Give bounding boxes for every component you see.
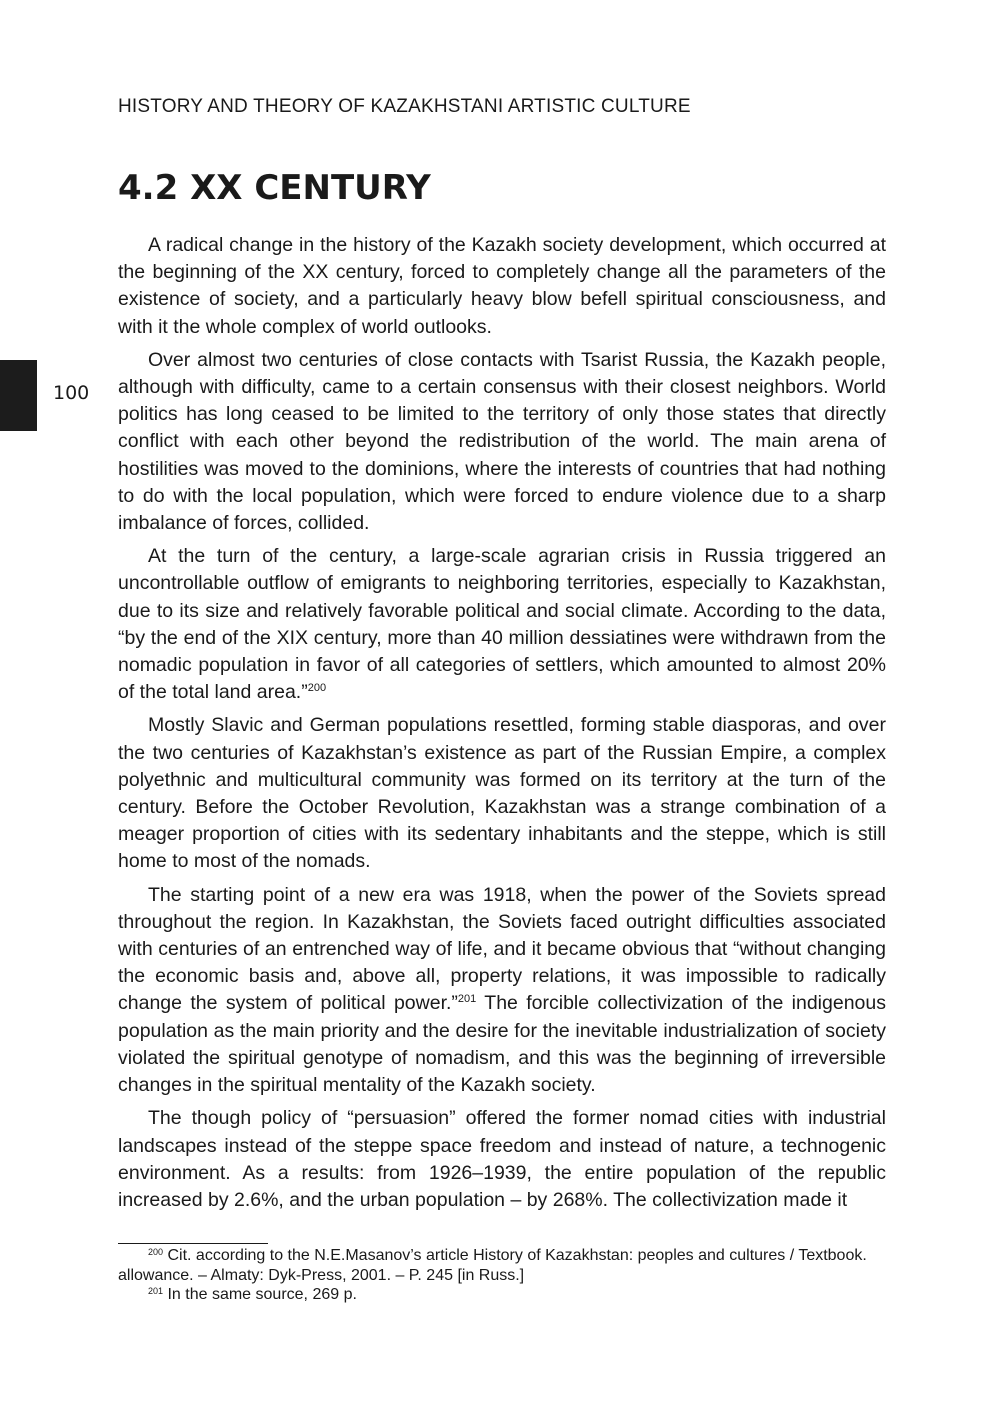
paragraph-text: A radical change in the history of the Kazakh society development, which occurred at the beginning of the XX century, forced to completely change all the parameters of the existence of society, and a particularly heavy blow befell spiritual consciousness, and with it the whole complex of world outlooks.	[118, 234, 886, 338]
footnote-mark: 201	[148, 1286, 164, 1296]
footnote-divider	[118, 1243, 268, 1244]
paragraph	[118, 1105, 886, 1214]
paragraph-text: At the turn of the century, a large-scale agrarian crisis in Russia triggered an uncontrollable outflow of emigrants to neighboring territories, especially to Kazakhstan, due to its size and relatively favorable political and social climate. According to the data, “by the end of the XIX century, more than 40 million dessiatines were withdrawn from the nomadic population in favor of all categories of settlers, which amounted to almost 20% of the total land area.”	[118, 545, 886, 704]
paragraph	[118, 712, 886, 875]
paragraph-text: The though policy of “persuasion” offered the former nomad cities with industrial landscapes instead of the steppe space freedom and instead of nature, a technogenic environment. As a results: from 1926–1939, the entire population of the republic increased by 2.6%, and the urban population – by 268%. The collectivization made it	[118, 1107, 886, 1211]
chapter-thumb-tab	[0, 360, 37, 431]
paragraph-text-continued: The forcible collectivization of the indigenous population as the main priority and the desire for the inevitable industrialization of society violated the spiritual genotype of nomadism, and this was the beginning of irreversible changes in the spiritual mentality of the Kazakh society.	[118, 992, 886, 1097]
footnotes	[118, 1246, 886, 1305]
footnote	[118, 1246, 886, 1285]
footnote-text: Cit. according to the N.E.Masanov’s article History of Kazakhstan: peoples and cultures / Textbook. allowance. – Almaty: Dyk-Press, 2001. – P. 245 [in Russ.]	[118, 1247, 867, 1284]
paragraph	[118, 543, 886, 706]
footnote-text: In the same source, 269 p.	[163, 1286, 357, 1303]
footnote-reference[interactable]: 200	[307, 682, 327, 695]
paragraph	[118, 232, 886, 341]
running-head: HISTORY AND THEORY OF KAZAKHSTANI ARTISTIC CULTURE	[118, 96, 691, 117]
paragraph	[118, 347, 886, 537]
paragraph-text: Over almost two centuries of close contacts with Tsarist Russia, the Kazakh people, although with difficulty, came to a certain consensus with their closest neighbors. World politics has long ceased to be limited to the territory of only those states that directly conflict with each other beyond the redistribution of the world. The main arena of hostilities was moved to the dominions, where the interests of countries that had nothing to do with the local population, which were forced to endure violence due to a sharp imbalance of forces, collided.	[118, 348, 886, 535]
body-text	[118, 232, 886, 1220]
paragraph	[118, 882, 886, 1100]
paragraph-text: Mostly Slavic and German populations resettled, forming stable diasporas, and over the two centuries of Kazakhstan’s existence as part of the Russian Empire, a complex polyethnic and multicultural community was formed on its territory at the turn of the century. Before the October Revolution, Kazakhstan was a strange combination of a meager proportion of cities with its sedentary inhabitants and the steppe, which is still home to most of the nomads.	[118, 714, 886, 873]
section-title: 4.2 XX CENTURY	[118, 168, 431, 208]
page-number: 100	[53, 382, 90, 404]
footnote-reference[interactable]: 201	[457, 993, 477, 1006]
footnote-mark: 200	[148, 1247, 164, 1257]
footnote	[118, 1285, 886, 1305]
paragraph-text: The starting point of a new era was 1918, when the power of the Soviets spread throughout the region. In Kazakhstan, the Soviets faced outright difficulties associated with centuries of an entrenched way of life, and it became obvious that “without changing the economic basis and, above all, property relations, it was impossible to radically change the system of political power.”	[118, 883, 886, 1015]
